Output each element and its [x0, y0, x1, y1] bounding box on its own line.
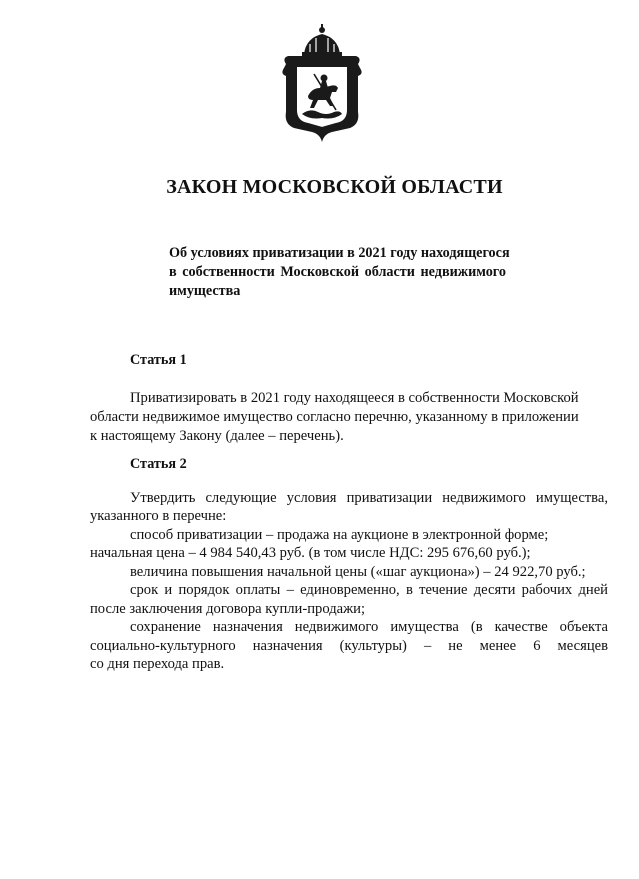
article-2-line: сохранение назначения недвижимого имущества (в качестве объекта — [130, 619, 608, 635]
article-2-line: после заключения договора купли-продажи; — [90, 601, 366, 617]
article-2-line: величина повышения начальной цены («шаг аукциона») – 24 922,70 руб.; — [130, 564, 586, 580]
article-2-line: Утвердить следующие условия приватизации недвижимого имущества, — [130, 490, 608, 506]
subtitle-line: имущества — [169, 283, 241, 299]
crown-icon — [302, 24, 342, 58]
article-2-line: со дня перехода прав. — [90, 656, 225, 672]
subtitle-line: Об условиях приватизации в 2021 году находящегося — [169, 245, 510, 261]
article-2-line: срок и порядок оплаты – единовременно, в течение десяти рабочих дней — [130, 582, 608, 598]
article-2-line: начальная цена – 4 984 540,43 руб. (в том числе НДС: 295 676,60 руб.); — [90, 545, 531, 561]
article-1-heading: Статья 1 — [130, 352, 187, 368]
law-subtitle — [169, 244, 549, 301]
article-2-line: способ приватизации – продажа на аукционе в электронной форме; — [130, 527, 549, 543]
coat-of-arms-emblem — [278, 24, 366, 144]
subtitle-line: в собственности Московской области недвижимого — [169, 264, 506, 280]
article-2-heading: Статья 2 — [130, 456, 187, 472]
document-title: ЗАКОН МОСКОВСКОЙ ОБЛАСТИ — [166, 176, 503, 198]
article-1-line: Приватизировать в 2021 году находящееся в собственности Московской — [130, 390, 579, 406]
article-1-line: к настоящему Закону (далее – перечень). — [90, 428, 344, 444]
article-2-line: социально-культурного назначения (культуры) – не менее 6 месяцев — [90, 638, 608, 654]
article-2-line: указанного в перечне: — [90, 508, 227, 524]
article-1-line: области недвижимое имущество согласно перечню, указанному в приложении — [90, 409, 579, 425]
